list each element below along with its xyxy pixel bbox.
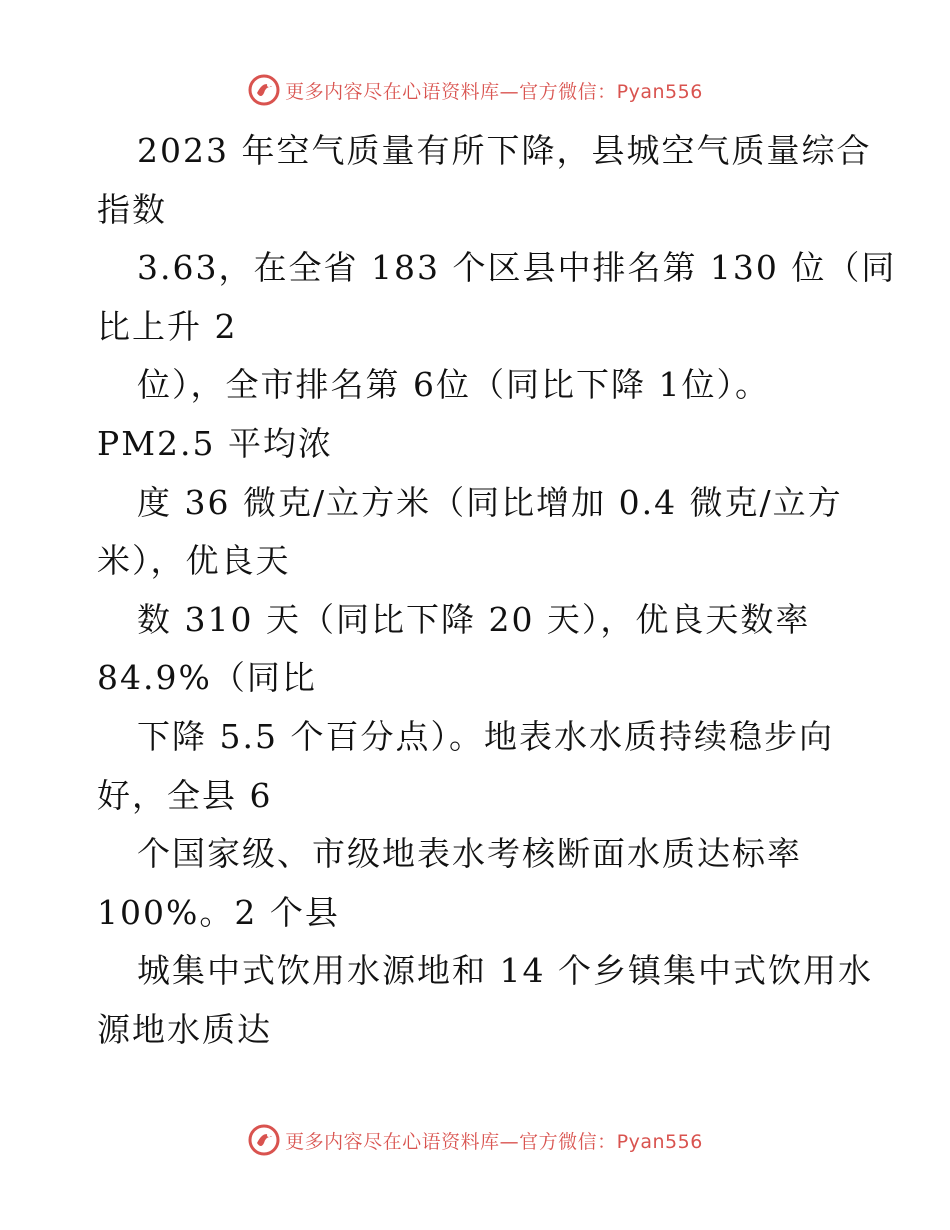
text-line: 位），全市排名第 6位（同比下降 1位）。 — [137, 365, 770, 405]
text-line: 米），优良天 — [97, 541, 291, 581]
watermark-text: 更多内容尽在心语资料库—官方微信：Pyan556 — [285, 80, 703, 103]
text-line: 数 310 天（同比下降 20 天），优良天数率 — [137, 599, 811, 639]
header-watermark — [0, 70, 950, 110]
text-line: 下降 5.5 个百分点）。地表水水质持续稳步向 — [137, 716, 834, 756]
text-line: 源地水质达 — [97, 1009, 272, 1049]
text-line: 好，全县 6 — [97, 775, 273, 815]
footer-watermark — [0, 1120, 950, 1160]
text-line: 84.9%（同比 — [97, 658, 317, 698]
watermark-text: 更多内容尽在心语资料库—官方微信：Pyan556 — [285, 1130, 703, 1153]
text-line: PM2.5 平均浓 — [97, 423, 333, 463]
text-line: 个国家级、市级地表水考核断面水质达标率 — [137, 834, 802, 874]
text-line: 指数 — [97, 189, 167, 229]
text-line: 度 36 微克/立方米（同比增加 0.4 微克/立方 — [137, 482, 843, 522]
text-line: 比上升 2 — [97, 306, 238, 346]
dragon-logo-icon — [247, 1123, 281, 1157]
text-line: 3.63，在全省 183 个区县中排名第 130 位（同 — [137, 248, 897, 288]
document-body — [97, 122, 897, 1060]
text-line: 2023 年空气质量有所下降，县城空气质量综合 — [137, 131, 872, 170]
text-line: 城集中式饮用水源地和 14 个乡镇集中式饮用水 — [137, 951, 873, 991]
dragon-logo-icon — [247, 73, 281, 107]
text-line: 100%。2 个县 — [97, 892, 340, 932]
